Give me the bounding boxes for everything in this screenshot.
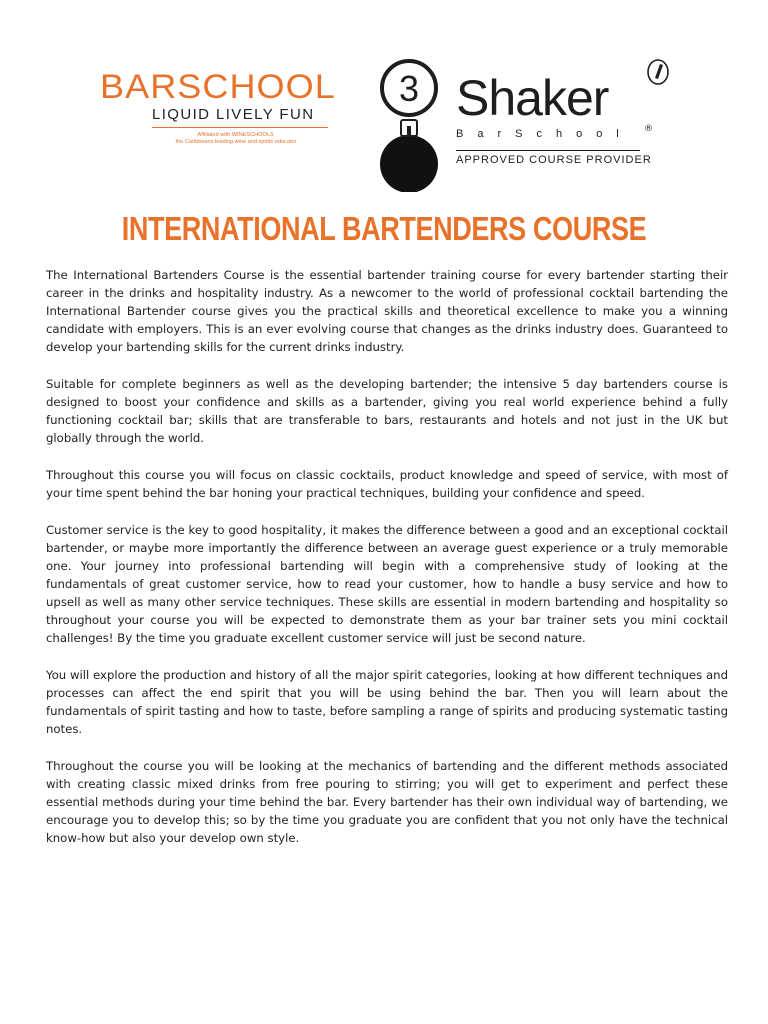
paragraph: Throughout this course you will focus on classic cocktails, product knowledge and speed of service, with most of your time spent behind the bar honing your practical techniques, building your confidence and speed. (46, 468, 728, 500)
three-mark-logo (374, 56, 444, 192)
paragraph: Throughout the course you will be looking at the mechanics of bartending and the different methods associated with creating classic mixed drinks from free pouring to stirring; you will get to experiment and perfect these essential methods during your time behind the bar. Every bartender has their own individual way of bartending, we encourage you to develop this; so by the time you graduate you are confident that you not only have the technical know-how but also your develop own style. (46, 759, 728, 845)
page-title: INTERNATIONAL BARTENDERS COURSE (121, 210, 647, 247)
barschool-logo-divider (152, 127, 328, 128)
three-mark-numeral: 3 (398, 68, 420, 109)
shaker-logo-name: Shaker (456, 70, 609, 126)
affiliation-line-1: Affiliated with WINESCHOOL3, (197, 132, 275, 138)
barschool-logo (100, 68, 370, 146)
shaker-logo-divider (456, 150, 640, 151)
paragraph: The International Bartenders Course is the essential bartender training course for every bartender starting their career in the drinks and hospitality industry. As a newcomer to the world of professional cocktail bartending the International Bartender course gives you the practical skills and theoretical excellence to make you a winning candidate with employers. This is an ever evolving course that changes as the drinks industry does. Guaranteed to develop your bartending skills for the current drinks industry. (46, 268, 728, 354)
barschool-logo-name: BARSCHOOL (100, 68, 336, 106)
approved-course-provider: APPROVED COURSE PROVIDER (456, 154, 652, 166)
barschool-logo-affiliation (156, 132, 316, 146)
cocktail-shaker-icon (646, 58, 670, 86)
document-body (46, 266, 728, 866)
shaker-logo-subtitle: BarSchool (456, 128, 633, 140)
header-logos (0, 52, 768, 192)
paragraph: Customer service is the key to good hospitality, it makes the difference between a good and an exceptional cocktail bartender, or maybe more importantly the difference between an average guest experience or a truly memorable one. Your journey into professional bartending will begin with a comprehensive study of looking at the fundamentals of great customer service, how to read your customer, how to handle a busy service and how to upsell as well as many other service techniques. These skills are essential in modern bartending and hospitality so throughout your course you will be expected to demonstrate them as your bar trainer sets you mini cocktail challenges! By the time you graduate excellent customer service will just be second nature. (46, 523, 728, 645)
shaker-logo (456, 58, 668, 178)
registered-mark: ® (644, 124, 653, 134)
affiliation-line-2: the Caribbeans leading wine and spirits educator (175, 139, 297, 145)
paragraph: You will explore the production and history of all the major spirit categories, looking at how different techniques and processes can affect the end spirit that you will be using behind the bar. Then you will learn about the fundamentals of spirit tasting and how to taste, before sampling a range of spirits and producing systematic tasting notes. (46, 668, 728, 736)
paragraph: Suitable for complete beginners as well as the developing bartender; the intensive 5 day bartenders course is designed to boost your confidence and skills as a bartender, giving you real world experience behind a fully functioning cocktail bar; skills that are transferable to bars, restaurants and hotels and not just in the UK but globally through the world. (46, 377, 728, 445)
barschool-logo-tagline: LIQUID LIVELY FUN (152, 106, 315, 123)
